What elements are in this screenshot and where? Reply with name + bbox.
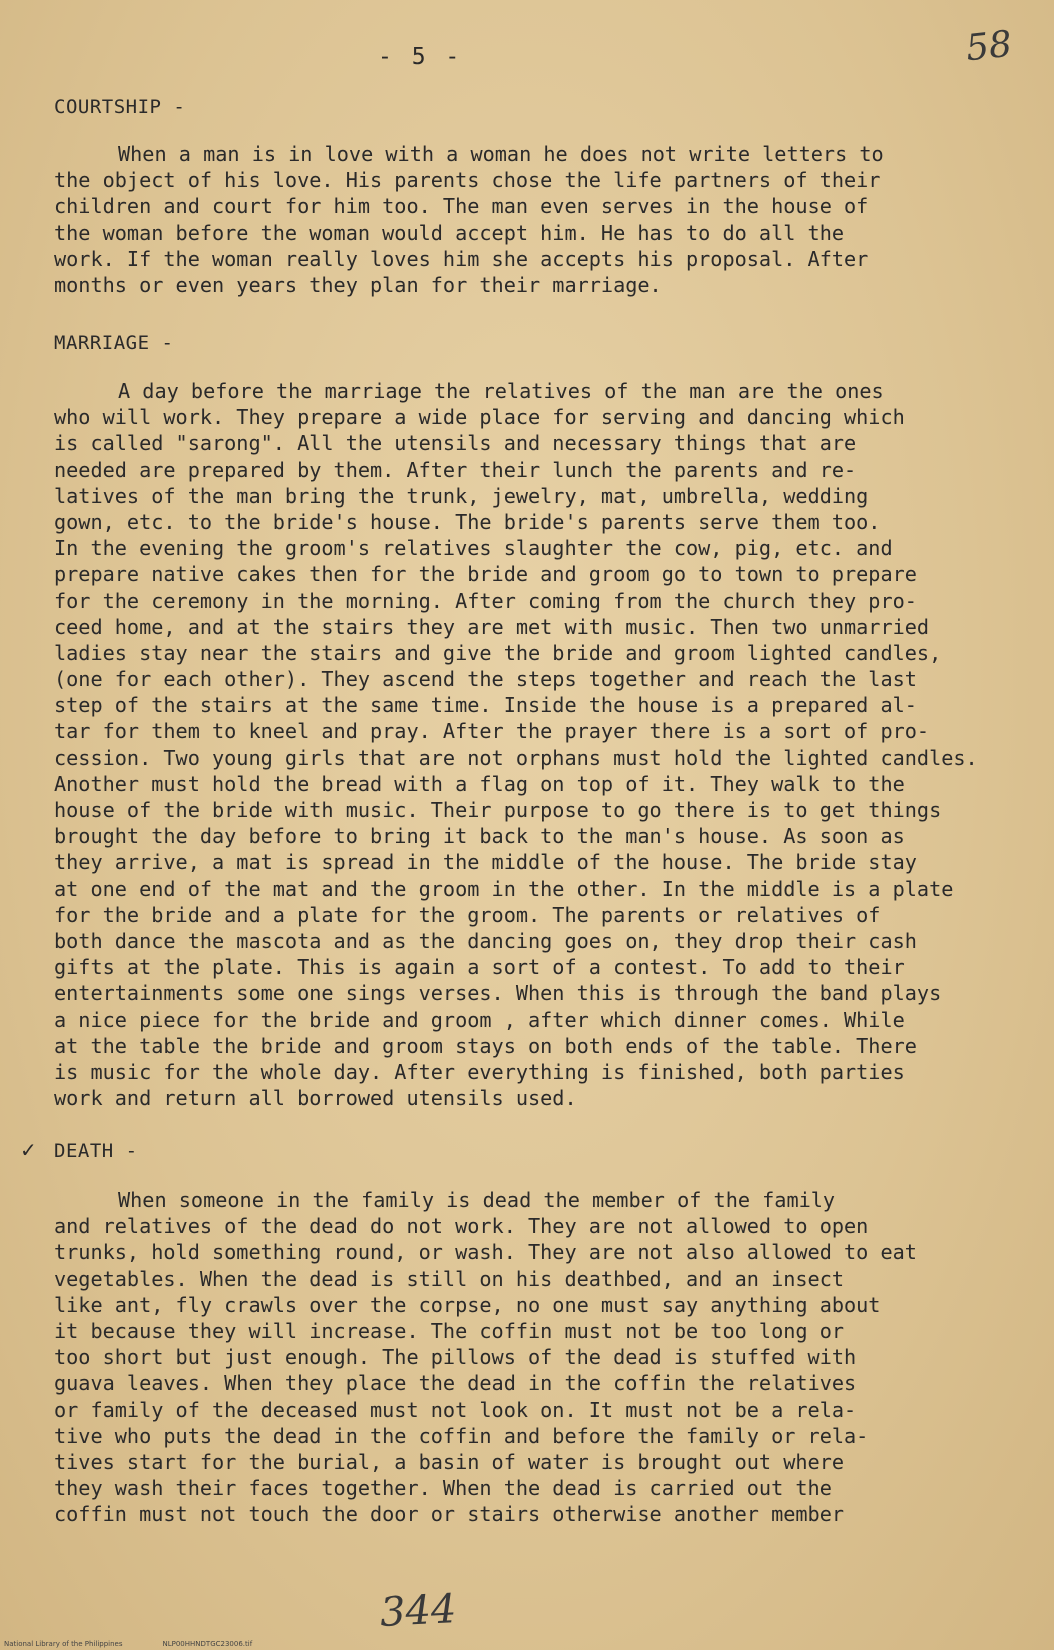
courtship-line: When a man is in love with a woman he does not write letters to [118,142,884,166]
marriage-line: Another must hold the bread with a flag on top of it. They walk to the [54,771,905,796]
marriage-line: step of the stairs at the same time. Inside the house is a prepared al- [54,693,917,718]
courtship-line: the object of his love. His parents chose the life partners of their [54,168,881,193]
death-paragraph [54,1187,1044,1527]
death-line: trunks, hold something round, or wash. They are not also allowed to eat [54,1240,917,1265]
marriage-paragraph [54,378,1044,1111]
marriage-line: for the ceremony in the morning. After coming from the church they pro- [54,588,917,613]
marriage-line: latives of the man bring the trunk, jewelry, mat, umbrella, wedding [54,483,869,508]
courtship-line: children and court for him too. The man even serves in the house of [54,194,869,219]
marriage-line: tar for them to kneel and pray. After the prayer there is a sort of pro- [54,719,930,744]
check-mark-icon: ✓ [20,1138,37,1162]
death-line: like ant, fly crawls over the corpse, no one must say anything about [54,1292,881,1317]
marriage-line: gown, etc. to the bride's house. The bride's parents serve them too. [54,509,881,534]
courtship-paragraph [54,141,1044,298]
courtship-line: work. If the woman really loves him she accepts his proposal. After [54,246,869,271]
marriage-line: who will work. They prepare a wide place for serving and dancing which [54,405,905,430]
death-line: and relatives of the dead do not work. They are not allowed to open [54,1214,869,1239]
marriage-line: prepare native cakes then for the bride and groom go to town to prepare [54,562,917,587]
marriage-line: at the table the bride and groom stays on both ends of the table. There [54,1033,917,1058]
courtship-line: the woman before the woman would accept him. He has to do all the [54,220,845,245]
marriage-line: both dance the mascota and as the dancing goes on, they drop their cash [54,928,917,953]
scan-footer [4,1640,292,1648]
marriage-line: house of the bride with music. Their purpose to go there is to get things [54,798,942,822]
marriage-line: a nice piece for the bride and groom , after which dinner comes. While [54,1007,905,1032]
death-line: tives start for the burial, a basin of water is brought out where [54,1449,845,1474]
marriage-line: at one end of the mat and the groom in the other. In the middle is a plate [54,876,954,901]
marriage-line: ladies stay near the stairs and give the bride and groom lighted candles, [54,640,942,665]
marriage-line: (one for each other). They ascend the steps together and reach the last [54,667,917,692]
marriage-line: work and return all borrowed utensils used. [54,1086,577,1111]
marriage-line: cession. Two young girls that are not orphans must hold the lighted candles. [54,745,978,770]
death-line: vegetables. When the dead is still on his deathbed, and an insect [54,1266,845,1291]
handwritten-page-number: 58 [963,23,1014,70]
footer-file-id: NLP00HHNDTGC23006.tif [162,1640,253,1648]
death-line: tive who puts the dead in the coffin and before the family or rela- [54,1423,869,1448]
marriage-line: is called "sarong". All the utensils and necessary things that are [54,431,857,456]
marriage-line: needed are prepared by them. After their lunch the parents and re- [54,457,857,482]
marriage-heading: MARRIAGE - [54,332,174,354]
marriage-line: they arrive, a mat is spread in the middle of the house. The bride stay [54,850,917,875]
death-heading: DEATH - [54,1140,138,1162]
marriage-line: for the bride and a plate for the groom. The parents or relatives of [54,902,881,927]
death-line: When someone in the family is dead the member of the family [118,1188,836,1212]
marriage-line: gifts at the plate. This is again a sort of a contest. To add to their [54,955,905,980]
page-number: - 5 - [378,44,463,70]
footer-library: National Library of the Philippines [4,1640,123,1648]
marriage-line: In the evening the groom's relatives slaughter the cow, pig, etc. and [54,536,893,561]
courtship-line: months or even years they plan for their marriage. [54,272,662,297]
death-line: they wash their faces together. When the dead is carried out the [54,1476,832,1501]
courtship-heading: COURTSHIP - [54,96,186,118]
marriage-line: A day before the marriage the relatives of the man are the ones [118,379,884,403]
death-line: too short but just enough. The pillows of the dead is stuffed with [54,1345,857,1370]
death-line: or family of the deceased must not look on. It must not be a rela- [54,1397,857,1422]
marriage-line: entertainments some one sings verses. When this is through the band plays [54,981,942,1006]
marriage-line: ceed home, and at the stairs they are met with music. Then two unmarried [54,614,930,639]
death-line: it because they will increase. The coffin must not be too long or [54,1318,845,1343]
death-line: coffin must not touch the door or stairs otherwise another member [54,1502,845,1527]
death-line: guava leaves. When they place the dead in the coffin the relatives [54,1371,857,1396]
marriage-line: is music for the whole day. After everything is finished, both parties [54,1059,905,1084]
marriage-line: brought the day before to bring it back to the man's house. As soon as [54,824,905,849]
handwritten-bottom-number: 344 [378,1586,458,1636]
